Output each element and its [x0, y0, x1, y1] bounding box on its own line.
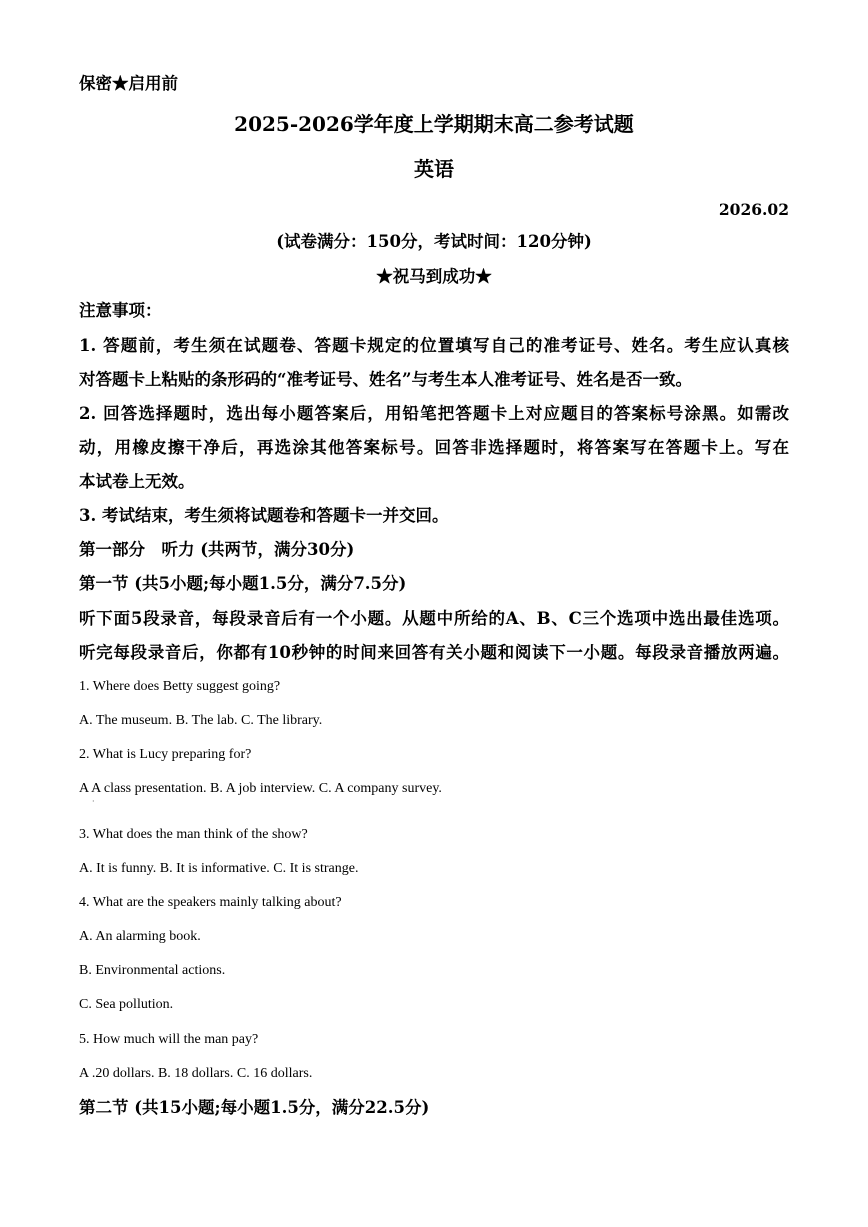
exam-info: (试卷满分：150分，考试时间：120分钟)	[276, 232, 592, 251]
question-5-options: A .20 dollars. B. 18 dollars. C. 16 dollars.	[79, 1066, 313, 1081]
question-5: 5. How much will the man pay?	[79, 1032, 259, 1047]
notice-item-1-line-2: 对答题卡上粘贴的条形码的“准考证号、姓名”与考生本人准考证号、姓名是否一致。	[79, 370, 692, 389]
notice-item-2-line-3: 本试卷上无效。	[79, 472, 195, 491]
subject-title: 英语	[414, 157, 454, 181]
notice-item-3: 3. 考试结束，考生须将试题卷和答题卡一并交回。	[79, 506, 449, 525]
notice-item-2-line-1: 2. 回答选择题时，选出每小题答案后，用铅笔把答题卡上对应题目的答案标号涂黑。如需改	[79, 404, 789, 423]
confidential-label: 保密★启用前	[79, 74, 178, 93]
question-2-options: A A class presentation. B. A job interview. C. A company survey.	[79, 781, 442, 796]
question-2: 2. What is Lucy preparing for?	[79, 747, 252, 762]
notice-item-1-line-1: 1. 答题前，考生须在试题卷、答题卡规定的位置填写自己的准考证号、姓名。考生应认真核	[79, 336, 789, 355]
section1-instruction-line-1: 听下面5段录音，每段录音后有一个小题。从题中所给的A、B、C三个选项中选出最佳选项。	[79, 609, 789, 628]
part1-heading: 第一部分 听力 (共两节，满分30分)	[79, 540, 355, 559]
question-4-option-a: A. An alarming book.	[79, 929, 201, 944]
notice-item-2-line-2: 动，用橡皮擦干净后，再选涂其他答案标号。回答非选择题时，将答案写在答题卡上。写在	[79, 438, 789, 457]
question-4: 4. What are the speakers mainly talking about?	[79, 895, 342, 910]
question-4-option-c: C. Sea pollution.	[79, 997, 174, 1012]
section1-instruction-line-2: 听完每段录音后，你都有10秒钟的时间来回答有关小题和阅读下一小题。每段录音播放两遍。	[79, 643, 789, 662]
question-1: 1. Where does Betty suggest going?	[79, 679, 281, 694]
exam-title: 2025-2026学年度上学期期末高二参考试题	[234, 112, 634, 136]
stray-dot-mark: ·	[92, 797, 95, 806]
question-3: 3. What does the man think of the show?	[79, 827, 308, 842]
question-3-options: A. It is funny. B. It is informative. C. It is strange.	[79, 861, 359, 876]
question-4-option-b: B. Environmental actions.	[79, 963, 226, 978]
section1-heading: 第一节 (共5小题;每小题1.5分，满分7.5分)	[79, 574, 407, 593]
notice-heading: 注意事项：	[79, 301, 162, 320]
wish-line: ★祝马到成功★	[376, 267, 492, 286]
exam-date: 2026.02	[718, 200, 789, 219]
section2-heading: 第二节 (共15小题;每小题1.5分，满分22.5分)	[79, 1098, 430, 1117]
question-1-options: A. The museum. B. The lab. C. The library.	[79, 713, 323, 728]
